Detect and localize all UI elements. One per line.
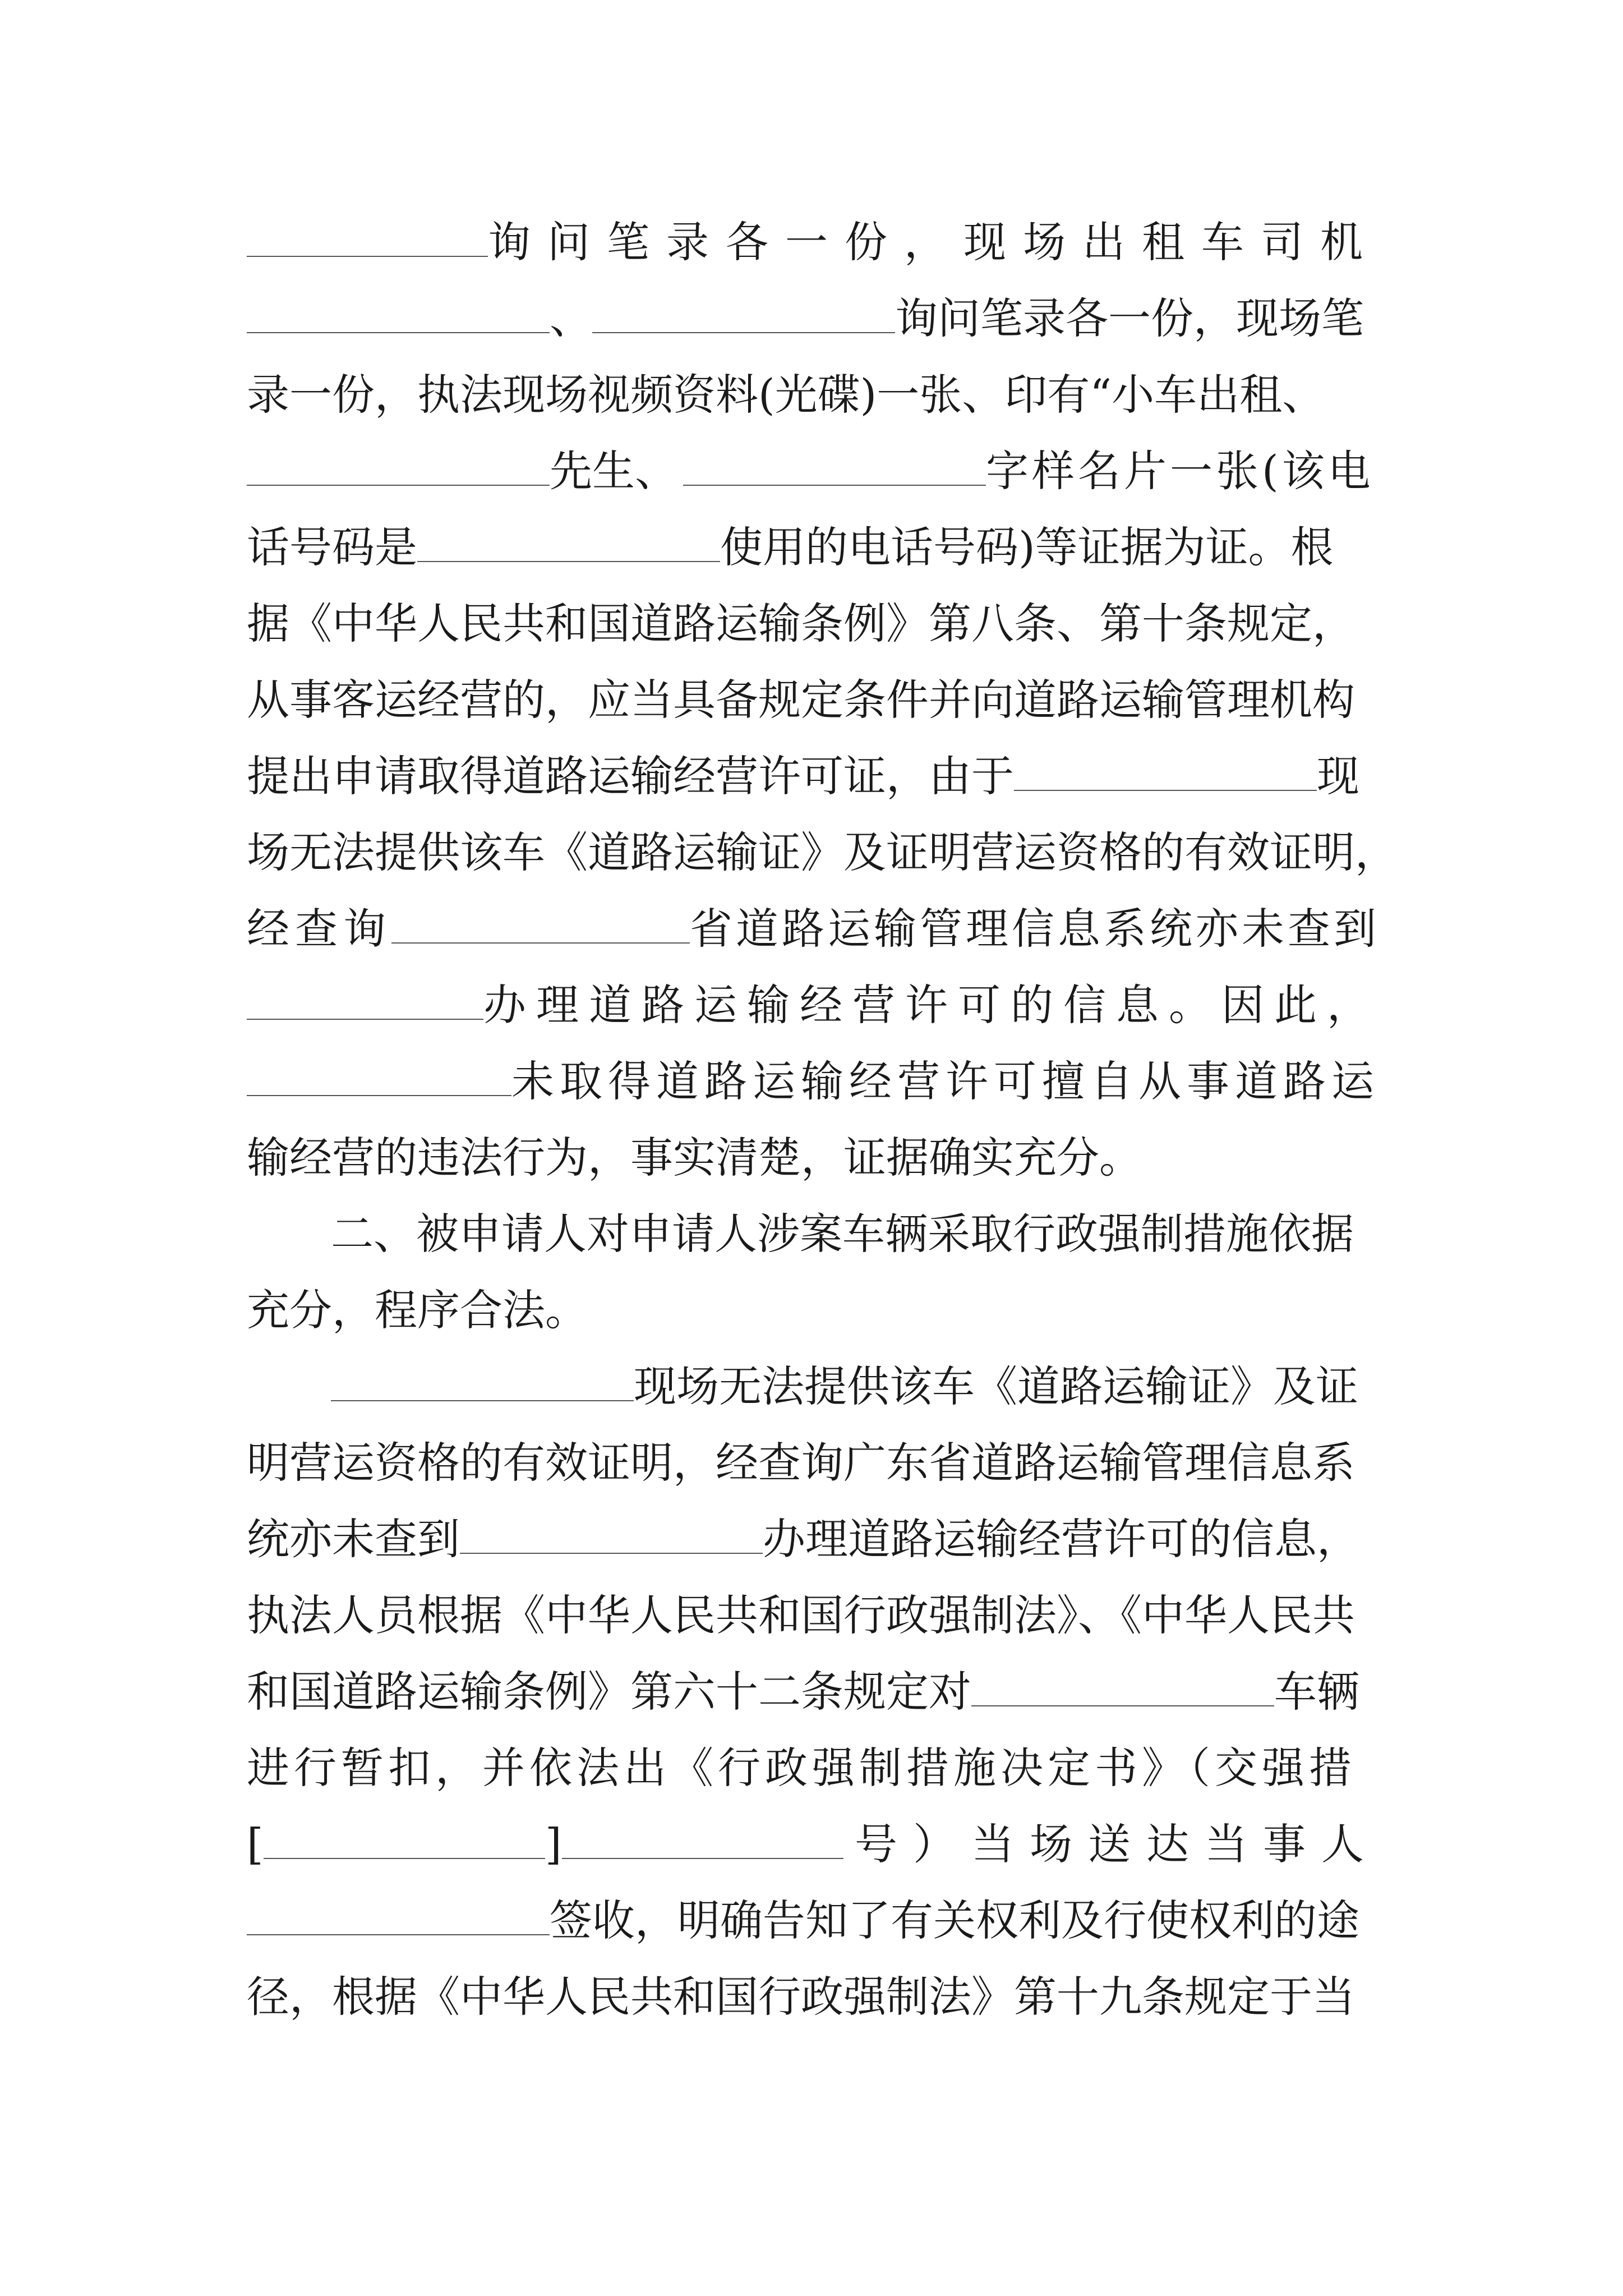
redacted-blank <box>460 1513 763 1554</box>
line-text: 二、被申请人对申请人涉案车辆采取行政强制措施依据 <box>331 1209 1354 1259</box>
text-line <box>247 1658 1380 1726</box>
line-text: 经查询 <box>247 904 391 954</box>
text-line <box>247 972 1380 1039</box>
line-text: 充分，程序合法。 <box>247 1285 588 1335</box>
text-line <box>247 209 1380 276</box>
line-text: 车辆 <box>1274 1667 1359 1717</box>
line-text: 场无法提供该车《道路运输证》及证明营运资格的有效证明， <box>247 827 1398 877</box>
line-text: 签收，明确告知了有关权利及行使权利的途 <box>550 1895 1359 1945</box>
line-text: 从事客运经营的，应当具备规定条件并向道路运输管理机构 <box>247 675 1355 725</box>
line-text: 未取得道路运输经营许可擅自从事道路运 <box>511 1056 1380 1106</box>
text-line <box>247 1811 1380 1878</box>
text-line <box>247 361 1380 429</box>
text-line <box>247 1048 1380 1115</box>
line-text: 录一份，执法现场视频资料(光碟)一张、印有“小车出租、 <box>247 370 1325 420</box>
text-line <box>247 819 1398 886</box>
line-text: 提出申请取得道路运输经营许可证，由于 <box>247 751 1014 801</box>
redacted-blank <box>331 1361 634 1401</box>
line-text: 先生、 <box>550 446 677 496</box>
redacted-blank <box>971 1666 1274 1706</box>
text-line <box>247 743 1380 810</box>
line-text: 统亦未查到 <box>247 1514 460 1564</box>
text-line <box>247 1429 1380 1497</box>
line-text: 现场无法提供该车《道路运输证》及证 <box>634 1361 1358 1411</box>
redacted-blank <box>247 1056 511 1096</box>
redacted-blank <box>1014 751 1317 791</box>
text-line <box>247 590 1380 657</box>
text-line <box>247 285 1380 352</box>
line-text: 、 <box>550 293 592 343</box>
line-text: 办理道路运输经营许可的信息。因此， <box>483 980 1380 1030</box>
redacted-blank <box>417 522 720 562</box>
line-text: 号）当场送达当事人 <box>855 1819 1380 1869</box>
text-line <box>331 1353 1380 1420</box>
line-text: 进行暂扣，并依法出《行政强制措施决定书》（交强措 <box>247 1743 1356 1793</box>
text-line <box>247 438 1380 505</box>
line-text: ] <box>545 1819 562 1869</box>
paragraph-heading-line <box>331 1200 1380 1268</box>
line-text: 省道路运输管理信息系统亦未查到 <box>690 904 1380 954</box>
redacted-blank <box>247 1895 550 1935</box>
text-line <box>247 1124 1380 1191</box>
redacted-blank <box>683 445 986 486</box>
text-line <box>247 666 1380 734</box>
redacted-blank <box>247 979 483 1020</box>
text-line <box>247 1963 1380 2031</box>
text-line <box>247 1277 1380 1344</box>
text-line <box>247 1887 1380 1954</box>
line-text: 据《中华人民共和国道路运输条例》第八条、第十条规定， <box>247 599 1355 648</box>
line-text: 明营运资格的有效证明，经查询广东省道路运输管理信息系 <box>247 1438 1355 1488</box>
line-text: 使用的电话号码)等证据为证。根 <box>720 522 1334 572</box>
redacted-blank <box>247 217 488 257</box>
redacted-blank <box>391 903 690 944</box>
text-line <box>247 1734 1380 1802</box>
line-text: 询问笔录各一份，现场出租车司机 <box>488 217 1380 267</box>
text-line <box>247 1582 1380 1649</box>
text-line <box>247 895 1380 963</box>
redacted-blank <box>592 293 895 333</box>
text-line <box>247 1506 1380 1573</box>
redacted-blank <box>562 1819 843 1859</box>
redacted-blank <box>264 1819 545 1859</box>
text-line <box>247 514 1380 581</box>
line-text: 径，根据《中华人民共和国行政强制法》第十九条规定于当 <box>247 1972 1355 2022</box>
line-text: 执法人员根据《中华人民共和国行政强制法》、《中华人民共 <box>247 1590 1355 1640</box>
line-text: 输经营的违法行为，事实清楚，证据确实充分。 <box>247 1133 1142 1182</box>
line-text: 办理道路运输经营许可的信息， <box>763 1514 1359 1564</box>
line-text: 和国道路运输条例》第六十二条规定对 <box>247 1667 971 1717</box>
line-text: 字样名片一张(该电 <box>986 446 1374 496</box>
redacted-blank <box>247 293 550 333</box>
redacted-blank <box>247 445 550 486</box>
line-text: [ <box>247 1819 264 1869</box>
line-text: 话号码是 <box>247 522 417 572</box>
line-text: 询问笔录各一份，现场笔 <box>895 293 1364 343</box>
line-text: 现 <box>1317 751 1359 801</box>
